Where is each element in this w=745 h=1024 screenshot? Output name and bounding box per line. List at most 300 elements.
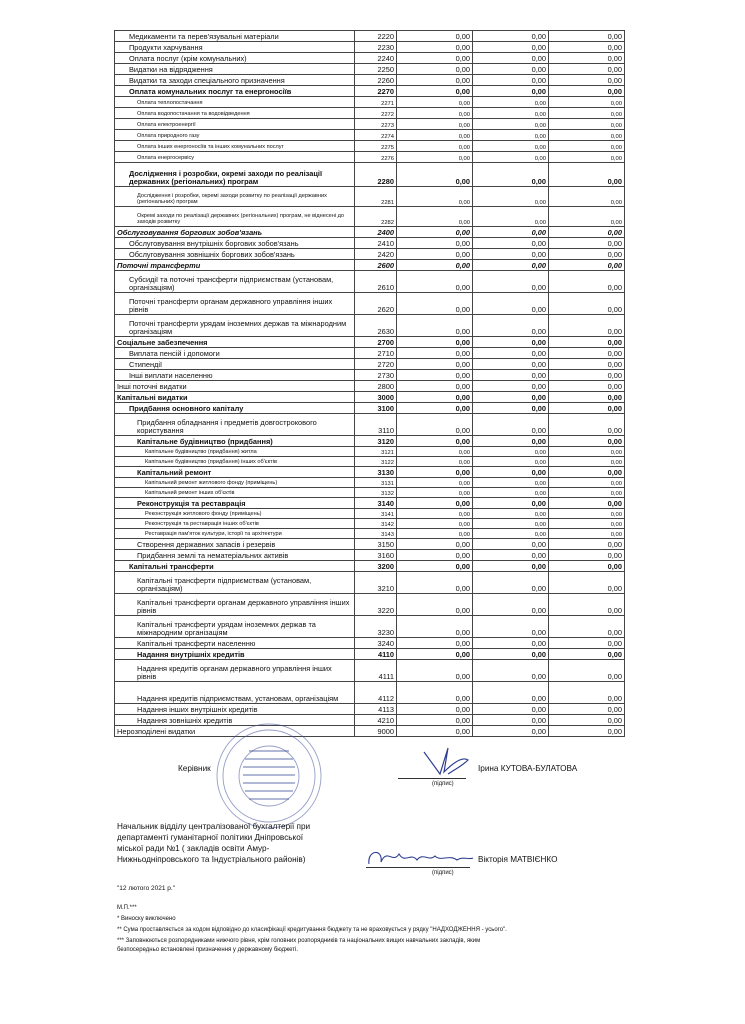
row-value-1: 0,00 [397,42,473,53]
row-name: Капітальне будівництво (придбання) інших об'єктів [115,457,355,467]
row-code: 2273 [355,119,397,130]
row-value-1: 0,00 [397,187,473,207]
row-value-3: 0,00 [549,152,625,163]
row-name: Капітальний ремонт інших об'єктів [115,488,355,498]
row-value-3: 0,00 [549,594,625,616]
row-value-2: 0,00 [473,271,549,293]
row-value-2: 0,00 [473,359,549,370]
table-row [115,119,625,130]
row-value-2: 0,00 [473,704,549,715]
row-code: 2274 [355,130,397,141]
row-value-2: 0,00 [473,163,549,187]
row-value-1: 0,00 [397,436,473,447]
footnote-3: *** Заповнюються розпорядниками нижчого рівня, крім головних розпорядників та національних вищих навчальних закладів, яким [117,938,481,944]
table-row [115,141,625,152]
row-value-3: 0,00 [549,260,625,271]
row-value-3: 0,00 [549,141,625,152]
row-code: 3100 [355,403,397,414]
row-value-3: 0,00 [549,163,625,187]
row-value-3: 0,00 [549,519,625,529]
row-value-1: 0,00 [397,414,473,436]
table-row [115,392,625,403]
row-value-3: 0,00 [549,539,625,550]
row-value-3: 0,00 [549,649,625,660]
table-row [115,594,625,616]
row-code: 2276 [355,152,397,163]
row-code: 2620 [355,293,397,315]
row-name: Придбання основного капіталу [115,403,355,414]
row-code: 3220 [355,594,397,616]
table-row [115,260,625,271]
row-value-3: 0,00 [549,616,625,638]
row-name: Придбання землі та нематеріальних активів [115,550,355,561]
row-value-3: 0,00 [549,348,625,359]
table-row [115,457,625,467]
row-code: 2220 [355,31,397,42]
row-value-2: 0,00 [473,337,549,348]
row-value-1: 0,00 [397,572,473,594]
footnote-1: * Виноску виключено [117,916,176,922]
row-code: 2282 [355,207,397,227]
table-row [115,108,625,119]
row-value-3: 0,00 [549,488,625,498]
row-value-1: 0,00 [397,715,473,726]
row-code: 4210 [355,715,397,726]
head-signature-line [398,778,466,779]
row-value-1: 0,00 [397,86,473,97]
row-value-2: 0,00 [473,293,549,315]
accountant-signature-line [366,867,470,868]
table-row [115,163,625,187]
row-value-2: 0,00 [473,97,549,108]
row-code: 4110 [355,649,397,660]
row-value-3: 0,00 [549,227,625,238]
table-row [115,649,625,660]
accountant-line-3: міської ради №1 ( закладів освіти Амур- [117,844,270,853]
row-name: Створення державних запасів і резервів [115,539,355,550]
row-code: 3141 [355,509,397,519]
row-value-3: 0,00 [549,381,625,392]
row-value-1: 0,00 [397,704,473,715]
row-value-1: 0,00 [397,370,473,381]
row-value-2: 0,00 [473,594,549,616]
row-value-2: 0,00 [473,31,549,42]
row-name: Капітальні трансферти підприємствам (установам, організаціям) [115,572,355,594]
row-value-2: 0,00 [473,381,549,392]
row-code: 2230 [355,42,397,53]
row-value-2: 0,00 [473,529,549,539]
row-code: 2720 [355,359,397,370]
row-value-1: 0,00 [397,64,473,75]
expenditure-table [114,30,625,737]
row-value-1: 0,00 [397,682,473,704]
head-label: Керівник [178,764,211,773]
row-code: 2260 [355,75,397,86]
row-value-1: 0,00 [397,31,473,42]
table-row [115,660,625,682]
row-code: 2275 [355,141,397,152]
row-name: Оплата енергосервісу [115,152,355,163]
row-value-2: 0,00 [473,561,549,572]
footnote-mp: М.П.*** [117,905,137,911]
row-value-1: 0,00 [397,97,473,108]
table-row [115,31,625,42]
table-row [115,509,625,519]
row-value-1: 0,00 [397,249,473,260]
row-code: 3142 [355,519,397,529]
row-value-2: 0,00 [473,414,549,436]
row-value-1: 0,00 [397,207,473,227]
row-name: Оплата теплопостачання [115,97,355,108]
row-value-2: 0,00 [473,53,549,64]
row-value-2: 0,00 [473,539,549,550]
row-name: Капітальні трансферти урядам іноземних держав та міжнародним організаціям [115,616,355,638]
table-row [115,498,625,509]
table-row [115,42,625,53]
row-value-3: 0,00 [549,715,625,726]
row-value-1: 0,00 [397,271,473,293]
row-value-2: 0,00 [473,638,549,649]
table-row [115,539,625,550]
row-code: 9000 [355,726,397,737]
row-name: Соціальне забезпечення [115,337,355,348]
row-name: Капітальний ремонт [115,467,355,478]
row-value-1: 0,00 [397,457,473,467]
row-value-3: 0,00 [549,119,625,130]
row-code: 3200 [355,561,397,572]
row-value-1: 0,00 [397,163,473,187]
row-name: Капітальне будівництво (придбання) [115,436,355,447]
row-value-1: 0,00 [397,130,473,141]
row-value-1: 0,00 [397,359,473,370]
row-code: 2410 [355,238,397,249]
row-value-1: 0,00 [397,348,473,359]
table-row [115,638,625,649]
row-value-2: 0,00 [473,152,549,163]
table-row [115,682,625,704]
row-code: 3122 [355,457,397,467]
accountant-line-2: департаменті гуманітарної політики Дніпровської [117,833,304,842]
row-value-3: 0,00 [549,97,625,108]
row-value-3: 0,00 [549,392,625,403]
table-row [115,529,625,539]
table-row [115,53,625,64]
row-code: 3110 [355,414,397,436]
row-name: Медикаменти та перев'язувальні матеріали [115,31,355,42]
expenditure-table-body [115,31,625,737]
table-row [115,152,625,163]
table-row [115,704,625,715]
row-name: Надання зовнішніх кредитів [115,715,355,726]
row-value-1: 0,00 [397,638,473,649]
row-value-3: 0,00 [549,31,625,42]
row-value-3: 0,00 [549,457,625,467]
row-value-2: 0,00 [473,447,549,457]
row-value-3: 0,00 [549,42,625,53]
row-name: Капітальні видатки [115,392,355,403]
row-value-3: 0,00 [549,108,625,119]
row-value-1: 0,00 [397,227,473,238]
row-code: 2600 [355,260,397,271]
row-code: 2270 [355,86,397,97]
row-code: 3150 [355,539,397,550]
row-value-3: 0,00 [549,467,625,478]
table-row [115,436,625,447]
row-value-1: 0,00 [397,447,473,457]
accountant-line-4: Нижньодніпровського та Індустріального районів) [117,855,306,864]
table-row [115,370,625,381]
row-value-1: 0,00 [397,141,473,152]
row-code: 3230 [355,616,397,638]
row-code: 2280 [355,163,397,187]
row-value-3: 0,00 [549,86,625,97]
row-value-3: 0,00 [549,64,625,75]
head-name: Ірина КУТОВА-БУЛАТОВА [478,764,578,773]
row-value-2: 0,00 [473,715,549,726]
row-name: Поточні трансферти органам державного управління інших рівнів [115,293,355,315]
row-name: Видатки на відрядження [115,64,355,75]
row-name: Поточні трансферти урядам іноземних держав та міжнародним організаціям [115,315,355,337]
document-date: "12 лютого 2021 р." [117,885,176,892]
row-name: Оплата природного газу [115,130,355,141]
table-row [115,519,625,529]
row-value-1: 0,00 [397,152,473,163]
accountant-name: Вікторія МАТВІЄНКО [478,855,558,864]
row-value-1: 0,00 [397,594,473,616]
row-code: 3210 [355,572,397,594]
row-name: Окремі заходи по реалізації державних (регіональних) програм, не віднесені до заходів розвитку [115,207,355,227]
row-value-2: 0,00 [473,498,549,509]
row-value-1: 0,00 [397,381,473,392]
row-value-2: 0,00 [473,249,549,260]
row-value-3: 0,00 [549,509,625,519]
table-row [115,550,625,561]
row-value-1: 0,00 [397,616,473,638]
row-value-2: 0,00 [473,227,549,238]
row-name: Інші виплати населенню [115,370,355,381]
table-row [115,315,625,337]
row-value-2: 0,00 [473,86,549,97]
row-name: Нерозподілені видатки [115,726,355,737]
row-value-1: 0,00 [397,53,473,64]
row-name: Оплата інших енергоносіїв та інших комунальних послуг [115,141,355,152]
table-row [115,97,625,108]
table-row [115,238,625,249]
table-row [115,359,625,370]
table-row [115,488,625,498]
row-value-1: 0,00 [397,529,473,539]
row-value-1: 0,00 [397,509,473,519]
table-row [115,572,625,594]
row-name: Обслуговування внутрішніх боргових зобов'язань [115,238,355,249]
row-value-2: 0,00 [473,488,549,498]
table-row [115,249,625,260]
row-name: Оплата послуг (крім комунальних) [115,53,355,64]
row-value-2: 0,00 [473,550,549,561]
row-value-1: 0,00 [397,108,473,119]
row-name: Стипендії [115,359,355,370]
row-value-1: 0,00 [397,260,473,271]
row-code: 2271 [355,97,397,108]
table-row [115,293,625,315]
row-value-1: 0,00 [397,119,473,130]
row-value-1: 0,00 [397,467,473,478]
row-value-2: 0,00 [473,682,549,704]
row-name: Надання внутрішніх кредитів [115,649,355,660]
row-value-2: 0,00 [473,260,549,271]
row-value-1: 0,00 [397,75,473,86]
table-row [115,616,625,638]
row-value-2: 0,00 [473,119,549,130]
table-row [115,86,625,97]
table-row [115,414,625,436]
table-row [115,447,625,457]
row-value-2: 0,00 [473,392,549,403]
row-value-3: 0,00 [549,207,625,227]
row-value-2: 0,00 [473,519,549,529]
row-value-3: 0,00 [549,53,625,64]
row-name: Продукти харчування [115,42,355,53]
row-value-2: 0,00 [473,130,549,141]
table-row [115,337,625,348]
row-name: Надання інших внутрішніх кредитів [115,704,355,715]
row-value-1: 0,00 [397,488,473,498]
row-value-1: 0,00 [397,238,473,249]
row-code: 3160 [355,550,397,561]
row-value-1: 0,00 [397,337,473,348]
row-value-2: 0,00 [473,436,549,447]
row-name: Капітальний ремонт житлового фонду (приміщень) [115,478,355,488]
row-value-2: 0,00 [473,616,549,638]
row-code: 2730 [355,370,397,381]
row-name: Оплата електроенергії [115,119,355,130]
row-name: Капітальні трансферти органам державного управління інших рівнів [115,594,355,616]
row-code: 2420 [355,249,397,260]
row-value-2: 0,00 [473,726,549,737]
row-code: 3000 [355,392,397,403]
row-value-2: 0,00 [473,660,549,682]
row-value-2: 0,00 [473,572,549,594]
row-code: 3130 [355,467,397,478]
table-row [115,726,625,737]
row-code: 2272 [355,108,397,119]
row-value-3: 0,00 [549,271,625,293]
row-value-3: 0,00 [549,436,625,447]
row-value-1: 0,00 [397,726,473,737]
row-name: Дослідження і розробки, окремі заходи розвитку по реалізації державних (регіональних) програм [115,187,355,207]
row-value-3: 0,00 [549,403,625,414]
row-code: 2710 [355,348,397,359]
row-code: 4112 [355,682,397,704]
row-value-1: 0,00 [397,539,473,550]
row-value-3: 0,00 [549,726,625,737]
row-value-3: 0,00 [549,249,625,260]
row-code: 3131 [355,478,397,488]
row-name: Реставрація пам'яток культури, історії та архітектури [115,529,355,539]
row-value-1: 0,00 [397,550,473,561]
row-value-2: 0,00 [473,187,549,207]
row-name: Оплата комунальних послуг та енергоносіїв [115,86,355,97]
row-value-3: 0,00 [549,704,625,715]
row-name: Реконструкція та реставрація інших об'єктів [115,519,355,529]
row-value-3: 0,00 [549,529,625,539]
table-row [115,715,625,726]
head-signature-icon [418,744,478,780]
row-code: 3143 [355,529,397,539]
row-code: 2800 [355,381,397,392]
table-row [115,348,625,359]
row-name: Обслуговування зовнішніх боргових зобов'язань [115,249,355,260]
row-value-2: 0,00 [473,478,549,488]
accountant-signature-caption: (підпис) [432,870,454,876]
row-value-2: 0,00 [473,457,549,467]
accountant-line-1: Начальник відділу централізованої бухгалтерії при [117,822,311,831]
row-name: Капітальне будівництво (придбання) житла [115,447,355,457]
row-code: 2281 [355,187,397,207]
row-code: 2610 [355,271,397,293]
row-name: Реконструкція та реставрація [115,498,355,509]
row-name: Придбання обладнання і предметів довгострокового користування [115,414,355,436]
table-row [115,130,625,141]
row-value-1: 0,00 [397,315,473,337]
row-value-3: 0,00 [549,75,625,86]
row-value-2: 0,00 [473,75,549,86]
row-name: Інші поточні видатки [115,381,355,392]
row-value-1: 0,00 [397,392,473,403]
row-value-3: 0,00 [549,550,625,561]
row-value-2: 0,00 [473,64,549,75]
row-code: 2630 [355,315,397,337]
row-value-2: 0,00 [473,207,549,227]
row-value-2: 0,00 [473,403,549,414]
footnote-2: ** Сума проставляється за кодом відповідно до класифікації кредитування бюджету та не враховується у рядку "НАДХОДЖЕННЯ - усього". [117,927,507,933]
table-row [115,207,625,227]
row-value-3: 0,00 [549,561,625,572]
row-value-2: 0,00 [473,649,549,660]
row-name: Оплата водопостачання та водовідведення [115,108,355,119]
row-value-3: 0,00 [549,293,625,315]
row-name: Обслуговування боргових зобов'язань [115,227,355,238]
row-value-3: 0,00 [549,447,625,457]
row-value-3: 0,00 [549,660,625,682]
row-name: Видатки та заходи спеціального призначення [115,75,355,86]
row-value-3: 0,00 [549,572,625,594]
row-value-1: 0,00 [397,561,473,572]
row-value-2: 0,00 [473,370,549,381]
footnote-4: безпосередньо встановлені призначення у державному бюджеті. [117,947,299,953]
row-code: 2240 [355,53,397,64]
row-name: Капітальні трансферти [115,561,355,572]
row-value-3: 0,00 [549,682,625,704]
table-row [115,187,625,207]
row-code: 4111 [355,660,397,682]
row-name: Капітальні трансферти населенню [115,638,355,649]
row-value-3: 0,00 [549,370,625,381]
row-value-3: 0,00 [549,130,625,141]
row-value-2: 0,00 [473,315,549,337]
row-code: 3240 [355,638,397,649]
row-value-3: 0,00 [549,315,625,337]
row-name: Поточні трансферти [115,260,355,271]
table-row [115,381,625,392]
table-row [115,561,625,572]
official-stamp-icon [215,722,323,830]
row-value-3: 0,00 [549,337,625,348]
table-row [115,75,625,86]
table-row [115,467,625,478]
row-name: Дослідження і розробки, окремі заходи по реалізації державних (регіональних) програм [115,163,355,187]
row-value-3: 0,00 [549,478,625,488]
